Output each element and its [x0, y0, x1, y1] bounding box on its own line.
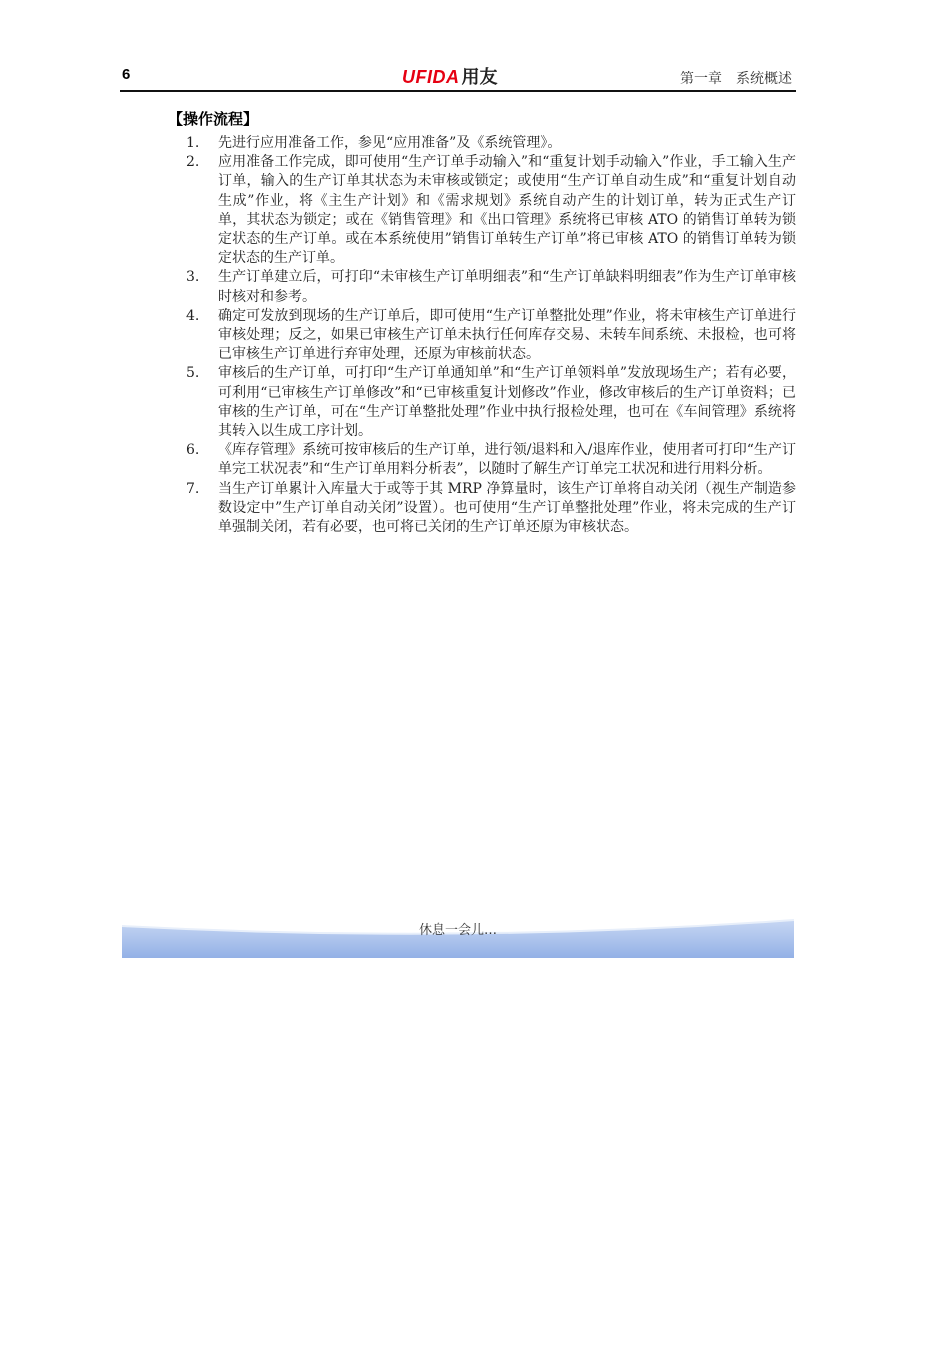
step-text: 审核后的生产订单，可打印“生产订单通知单”和“生产订单领料单”发放现场生产；若有必要，可利用“已审核生产订单修改”和“已审核重复计划修改”作业，修改审核后的生产订单资料；已审核的生产订单，可在“生产订单整批处理”作业中执行报检处理，也可在《车间管理》系统将其转入以生成工序计划。: [218, 365, 796, 440]
procedure-step: [186, 268, 796, 306]
step-number: 5.: [186, 365, 200, 382]
chapter-title: 第一章 系统概述: [680, 71, 792, 87]
page-header: [120, 62, 796, 92]
step-number: 6.: [186, 442, 200, 459]
brand-logo-cjk: 用友: [461, 67, 498, 87]
step-number: 1.: [186, 135, 200, 151]
step-number: 2.: [186, 154, 200, 171]
page-number: 6: [122, 66, 131, 83]
step-text: 当生产订单累计入库量大于或等于其 MRP 净算量时，该生产订单将自动关闭（视生产制造参数设定中”生产订单自动关闭”设置）。也可使用“生产订单整批处理”作业，将未完成的生产订单强制关闭，若有必要，也可将已关闭的生产订单还原为审核状态。: [218, 480, 796, 536]
step-number: 3.: [186, 269, 200, 286]
procedure-step: [186, 134, 796, 153]
step-number: 7.: [186, 480, 200, 497]
step-text: 确定可发放到现场的生产订单后，即可使用“生产订单整批处理”作业，将未审核生产订单进行审核处理；反之，如果已审核生产订单未执行任何库存交易、未转车间系统、未报检，也可将已审核生产订单进行弃审处理，还原为审核前状态。: [218, 307, 796, 363]
procedure-step: [186, 441, 796, 479]
step-number: 4.: [186, 307, 200, 324]
step-text: 生产订单建立后，可打印“未审核生产订单明细表”和“生产订单缺料明细表”作为生产订单审核时核对和参考。: [218, 269, 796, 305]
section-heading: 【操作流程】: [168, 110, 259, 128]
procedure-step: [186, 307, 796, 365]
brand-logo: [402, 63, 498, 89]
step-text: 应用准备工作完成，即可使用“生产订单手动输入”和“重复计划手动输入”作业，手工输入生产订单，输入的生产订单其状态为未审核或锁定；或使用“生产订单自动生成”和“重复计划自动生成”作业，将《主生产计划》和《需求规划》系统自动产生的计划订单，转为正式生产订单，其状态为锁定；或在《销售管理》和《出口管理》系统将已审核 ATO 的销售订单转为锁定状态的生产订单。或在本系统使用”销售订单转生产订单”将已审核 ATO 的销售订单转为锁定状态的生产订单。: [218, 154, 796, 267]
procedure-step: [186, 480, 796, 538]
brand-logo-latin: UFIDA: [402, 67, 460, 87]
break-banner: [122, 916, 794, 958]
banner-text: 休息一会儿…: [418, 923, 497, 938]
step-text: 《库存管理》系统可按审核后的生产订单，进行领/退料和入/退库作业，使用者可打印“生产订单完工状况表”和“生产订单用料分析表”，以随时了解生产订单完工状况和进行用料分析。: [218, 442, 796, 478]
procedure-step: [186, 153, 796, 268]
procedure-step: [186, 364, 796, 441]
step-text: 先进行应用准备工作，参见“应用准备”及《系统管理》。: [218, 135, 562, 151]
procedure-steps-list: [186, 134, 796, 537]
